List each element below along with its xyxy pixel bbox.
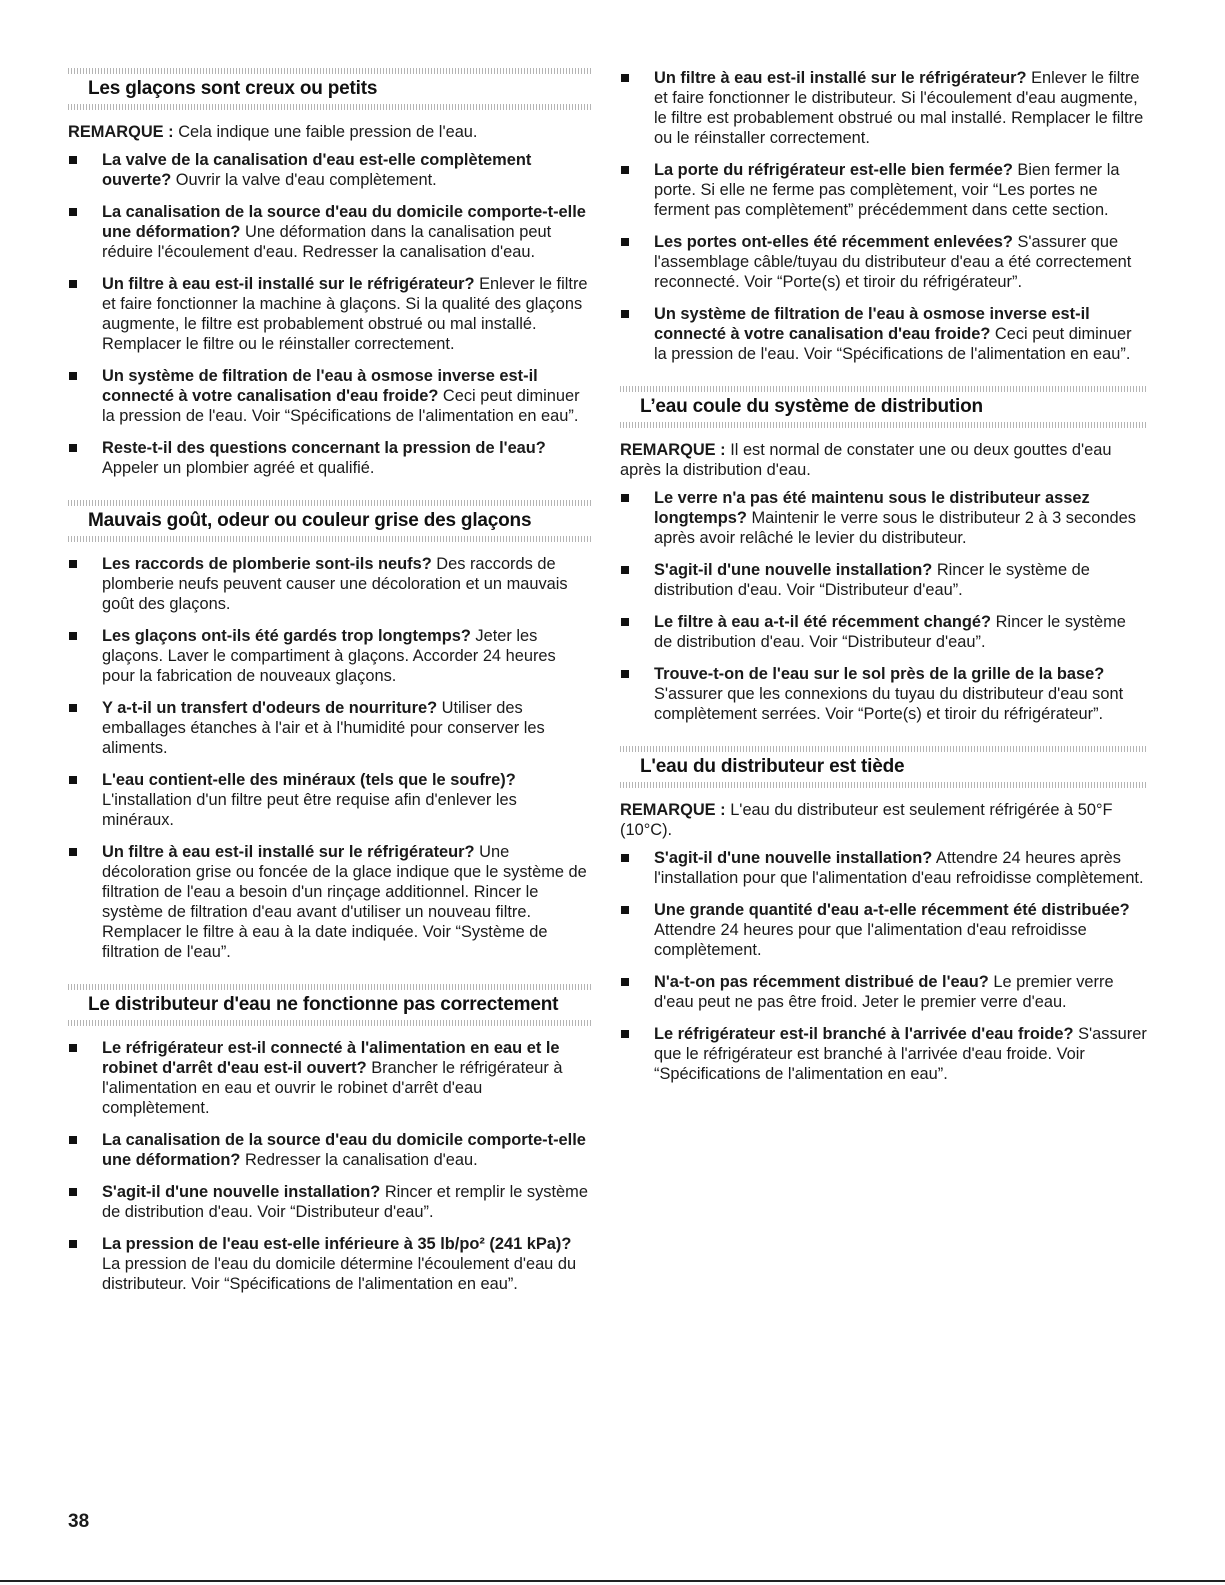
list-item <box>68 366 593 426</box>
section-header <box>68 984 593 1026</box>
list-item <box>68 1182 593 1222</box>
answer: Redresser la canalisation d'eau. <box>240 1151 478 1169</box>
bullet-icon <box>621 74 629 82</box>
bullet-icon <box>69 1240 77 1248</box>
bullet-icon <box>621 670 629 678</box>
answer: Brancher le réfrigérateur à l'alimentation en eau et ouvrir le robinet d'arrêt d'eau complètement. <box>102 1059 563 1117</box>
question: Un filtre à eau est-il installé sur le réfrigérateur? <box>102 843 475 861</box>
bullet-icon <box>621 906 629 914</box>
list-item <box>68 1130 593 1170</box>
answer: Des raccords de plomberie neufs peuvent causer une décoloration et un mauvais goût des glaçons. <box>102 555 568 613</box>
bullet-icon <box>621 566 629 574</box>
answer: Enlever le filtre et faire fonctionner le distributeur. Si l'écoulement d'eau augmente, le filtre est probablement obstrué ou mal installé. Remplacer le filtre ou le réinstaller correctement. <box>654 69 1144 147</box>
section-title: Les glaçons sont creux ou petits <box>88 78 378 99</box>
note <box>620 440 1147 480</box>
bullet-icon <box>621 310 629 318</box>
page-number: 38 <box>68 1511 90 1532</box>
list-item <box>68 150 593 190</box>
list-item <box>620 848 1147 888</box>
bullet-icon <box>69 776 77 784</box>
list-item <box>620 488 1147 548</box>
list-item <box>620 304 1147 364</box>
section-header <box>68 68 593 110</box>
bullet-icon <box>69 372 77 380</box>
answer: Enlever le filtre et faire fonctionner la machine à glaçons. Si la qualité des glaçons augmente, le filtre est probablement obstrué ou mal installé. Remplacer le filtre ou le réinstaller correctement. <box>102 275 588 353</box>
question: Le verre n'a pas été maintenu sous le distributeur assez longtemps? <box>654 489 1090 527</box>
question: Une grande quantité d'eau a-t-elle récemment été distribuée? <box>654 901 1130 919</box>
bullet-icon <box>69 560 77 568</box>
question-list <box>620 848 1147 1084</box>
bullet-icon <box>69 848 77 856</box>
bullet-icon <box>69 444 77 452</box>
answer: Une décoloration grise ou foncée de la glace indique que le système de filtration de l'eau a besoin d'un rinçage additionnel. Rincer le système de filtration d'eau avant d'utiliser un nouveau filtre. Remplacer le filtre à eau à la date indiquée. Voir “Système de filtration de l'eau”. <box>102 843 587 961</box>
question: S'agit-il d'une nouvelle installation? <box>654 849 933 867</box>
question: Les glaçons ont-ils été gardés trop longtemps? <box>102 627 471 645</box>
list-item <box>68 1234 593 1294</box>
question: Un filtre à eau est-il installé sur le réfrigérateur? <box>654 69 1027 87</box>
list-item <box>620 560 1147 600</box>
list-item <box>68 438 593 478</box>
answer: S'assurer que le réfrigérateur est branché à l'arrivée d'eau froide. Voir “Spécifications de l'alimentation en eau”. <box>654 1025 1147 1083</box>
answer: Bien fermer la porte. Si elle ne ferme pas complètement, voir “Les portes ne ferment pas complètement” précédemment dans cette section. <box>654 161 1120 219</box>
list-item <box>620 900 1147 960</box>
list-item <box>68 698 593 758</box>
list-item <box>68 202 593 262</box>
answer: Ceci peut diminuer la pression de l'eau. Voir “Spécifications de l'alimentation en eau”. <box>654 325 1132 363</box>
bullet-icon <box>621 618 629 626</box>
question: La pression de l'eau est-elle inférieure à 35 lb/po² (241 kPa)? <box>102 1235 572 1253</box>
question: Trouve-t-on de l'eau sur le sol près de la grille de la base? <box>654 665 1105 683</box>
bullet-icon <box>69 1136 77 1144</box>
answer: Jeter les glaçons. Laver le compartiment à glaçons. Accorder 24 heures pour la fabrication de nouveaux glaçons. <box>102 627 556 685</box>
bullet-icon <box>621 494 629 502</box>
note-text: L'eau du distributeur est seulement réfrigérée à 50°F (10°C). <box>620 801 1113 839</box>
question: L'eau contient-elle des minéraux (tels que le soufre)? <box>102 771 516 789</box>
bullet-icon <box>69 156 77 164</box>
list-item <box>620 68 1147 148</box>
list-item <box>68 554 593 614</box>
question: Un filtre à eau est-il installé sur le réfrigérateur? <box>102 275 475 293</box>
section-title: Le distributeur d'eau ne fonctionne pas correctement <box>88 994 559 1015</box>
question: Un système de filtration de l'eau à osmose inverse est-il connecté à votre canalisation d'eau froide? <box>102 367 538 405</box>
list-item <box>620 160 1147 220</box>
bullet-icon <box>621 854 629 862</box>
bullet-icon <box>621 166 629 174</box>
question-list <box>68 150 593 478</box>
note-label: REMARQUE : <box>68 123 174 141</box>
bullet-icon <box>69 280 77 288</box>
list-item <box>620 972 1147 1012</box>
note-label: REMARQUE : <box>620 801 726 819</box>
answer: Une déformation dans la canalisation peut réduire l'écoulement d'eau. Redresser la canalisation d'eau. <box>102 223 552 261</box>
list-item <box>620 664 1147 724</box>
answer: Attendre 24 heures après l'installation pour que l'alimentation d'eau refroidisse complètement. <box>654 849 1144 887</box>
section-title: L’eau coule du système de distribution <box>640 396 983 417</box>
note <box>68 122 593 142</box>
question: La porte du réfrigérateur est-elle bien fermée? <box>654 161 1013 179</box>
section-header <box>68 500 593 542</box>
answer: S'assurer que l'assemblage câble/tuyau du distributeur d'eau a été correctement reconnecté. Voir “Porte(s) et tiroir du réfrigérateur”. <box>654 233 1132 291</box>
bullet-icon <box>69 704 77 712</box>
list-item <box>620 612 1147 652</box>
question: S'agit-il d'une nouvelle installation? <box>654 561 933 579</box>
answer: Attendre 24 heures pour que l'alimentation d'eau refroidisse complètement. <box>654 921 1087 959</box>
question: S'agit-il d'une nouvelle installation? <box>102 1183 381 1201</box>
question: Reste-t-il des questions concernant la pression de l'eau? <box>102 439 546 457</box>
list-item <box>68 274 593 354</box>
question-list <box>620 488 1147 724</box>
note-text: Cela indique une faible pression de l'eau. <box>173 123 478 141</box>
header-rule <box>620 422 1147 428</box>
answer: Rincer le système de distribution d'eau. Voir “Distributeur d'eau”. <box>654 613 1126 651</box>
header-rule <box>68 104 593 110</box>
bullet-icon <box>69 632 77 640</box>
question-list <box>68 1038 593 1294</box>
left-column <box>68 68 593 1306</box>
note <box>620 800 1147 840</box>
question-list <box>68 554 593 962</box>
note-text: Il est normal de constater une ou deux gouttes d'eau après la distribution d'eau. <box>620 441 1112 479</box>
question: La canalisation de la source d'eau du domicile comporte-t-elle une déformation? <box>102 1131 586 1169</box>
list-item <box>68 626 593 686</box>
question: Les raccords de plomberie sont-ils neufs? <box>102 555 432 573</box>
header-rule <box>68 1020 593 1026</box>
header-rule <box>68 536 593 542</box>
list-item <box>620 1024 1147 1084</box>
answer: Ouvrir la valve d'eau complètement. <box>171 171 437 189</box>
list-item <box>68 842 593 962</box>
bullet-icon <box>621 238 629 246</box>
section-title: Mauvais goût, odeur ou couleur grise des glaçons <box>88 510 532 531</box>
question: Le réfrigérateur est-il connecté à l'alimentation en eau et le robinet d'arrêt d'eau est-il ouvert? <box>102 1039 560 1077</box>
bullet-icon <box>621 1030 629 1038</box>
section-header <box>620 746 1147 788</box>
section-title: L'eau du distributeur est tiède <box>640 756 905 777</box>
right-column <box>620 68 1147 1096</box>
list-item <box>68 1038 593 1118</box>
answer: L'installation d'un filtre peut être requise afin d'enlever les minéraux. <box>102 791 517 829</box>
answer: S'assurer que les connexions du tuyau du distributeur d'eau sont complètement serrées. Voir “Porte(s) et tiroir du réfrigérateur”. <box>654 685 1124 723</box>
note-label: REMARQUE : <box>620 441 726 459</box>
bullet-icon <box>621 978 629 986</box>
answer: Rincer et remplir le système de distribution d'eau. Voir “Distributeur d'eau”. <box>102 1183 588 1221</box>
question: Le réfrigérateur est-il branché à l'arrivée d'eau froide? <box>654 1025 1074 1043</box>
list-item <box>68 770 593 830</box>
page-bottom-rule <box>0 1580 1225 1582</box>
answer: Utiliser des emballages étanches à l'air et à l'humidité pour conserver les aliments. <box>102 699 545 757</box>
list-item <box>620 232 1147 292</box>
answer: Le premier verre d'eau peut ne pas être froid. Jeter le premier verre d'eau. <box>654 973 1114 1011</box>
section-header <box>620 386 1147 428</box>
answer: Appeler un plombier agréé et qualifié. <box>102 459 375 477</box>
header-rule <box>620 782 1147 788</box>
question: Y a-t-il un transfert d'odeurs de nourriture? <box>102 699 438 717</box>
question: Les portes ont-elles été récemment enlevées? <box>654 233 1013 251</box>
answer: Rincer le système de distribution d'eau. Voir “Distributeur d'eau”. <box>654 561 1090 599</box>
question: Un système de filtration de l'eau à osmose inverse est-il connecté à votre canalisation d'eau froide? <box>654 305 1090 343</box>
answer: Ceci peut diminuer la pression de l'eau. Voir “Spécifications de l'alimentation en eau”. <box>102 387 580 425</box>
answer: Maintenir le verre sous le distributeur 2 à 3 secondes après avoir relâché le levier du distributeur. <box>654 509 1136 547</box>
question-list <box>620 68 1147 364</box>
question: N'a-t-on pas récemment distribué de l'eau? <box>654 973 989 991</box>
bullet-icon <box>69 208 77 216</box>
bullet-icon <box>69 1044 77 1052</box>
answer: La pression de l'eau du domicile détermine l'écoulement d'eau du distributeur. Voir “Spécifications de l'alimentation en eau”. <box>102 1255 577 1293</box>
question: La valve de la canalisation d'eau est-elle complètement ouverte? <box>102 151 532 189</box>
question: Le filtre à eau a-t-il été récemment changé? <box>654 613 992 631</box>
question: La canalisation de la source d'eau du domicile comporte-t-elle une déformation? <box>102 203 586 241</box>
bullet-icon <box>69 1188 77 1196</box>
